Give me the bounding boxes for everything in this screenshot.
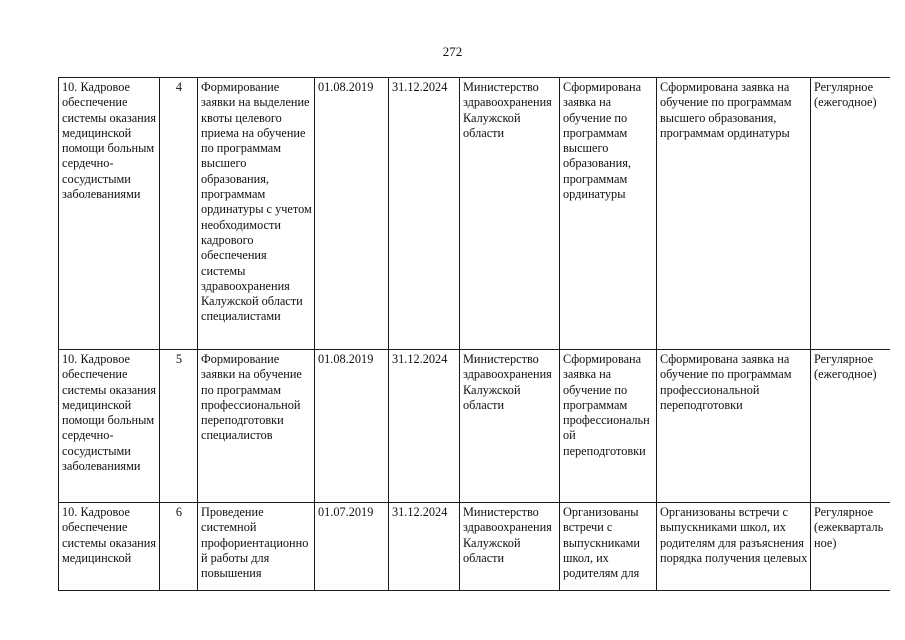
table-row xyxy=(59,350,891,503)
measure-cell: Формирование заявки на обучение по программам профессиональной переподготовки специалистов xyxy=(198,350,315,503)
responsible-cell: Министерство здравоохранения Калужской области xyxy=(460,78,560,350)
table-row xyxy=(59,503,891,592)
indicator-cell: Сформирована заявка на обучение по программам профессиональной переподготовки xyxy=(657,350,811,503)
table-row xyxy=(59,78,891,350)
end-date-cell: 31.12.2024 xyxy=(389,350,460,503)
start-date-cell: 01.08.2019 xyxy=(315,78,389,350)
responsible-cell: Министерство здравоохранения Калужской области xyxy=(460,503,560,592)
number-cell: 4 xyxy=(160,78,198,350)
page-number: 272 xyxy=(442,44,463,59)
frequency-cell: Регулярное (ежегодное) xyxy=(811,350,891,503)
indicator-cell: Сформирована заявка на обучение по программам высшего образования, программам ординатуры xyxy=(657,78,811,350)
direction-cell: 10. Кадровое обеспечение системы оказания медицинской xyxy=(59,503,160,592)
result-cell: Организованы встречи с выпускниками школ, их родителям для xyxy=(560,503,657,592)
table-bottom-border xyxy=(58,590,890,591)
start-date-cell: 01.08.2019 xyxy=(315,350,389,503)
result-cell: Сформирована заявка на обучение по программам высшего образования, программам ординатуры xyxy=(560,78,657,350)
end-date-cell: 31.12.2024 xyxy=(389,503,460,592)
frequency-cell: Регулярное (ежеквартальное) xyxy=(811,503,891,592)
direction-cell: 10. Кадровое обеспечение системы оказания медицинской помощи больным сердечно-сосудистыми заболеваниями xyxy=(59,78,160,350)
end-date-cell: 31.12.2024 xyxy=(389,78,460,350)
start-date-cell: 01.07.2019 xyxy=(315,503,389,592)
number-cell: 5 xyxy=(160,350,198,503)
measures-table xyxy=(58,77,890,591)
measure-cell: Проведение системной профориентационной работы для повышения xyxy=(198,503,315,592)
direction-cell: 10. Кадровое обеспечение системы оказания медицинской помощи больным сердечно-сосудистыми заболеваниями xyxy=(59,350,160,503)
number-cell: 6 xyxy=(160,503,198,592)
indicator-cell: Организованы встречи с выпускниками школ, их родителям для разъяснения порядка получения целевых xyxy=(657,503,811,592)
result-cell: Сформирована заявка на обучение по программам профессиональной переподготовки xyxy=(560,350,657,503)
responsible-cell: Министерство здравоохранения Калужской области xyxy=(460,350,560,503)
frequency-cell: Регулярное (ежегодное) xyxy=(811,78,891,350)
measures-table-container xyxy=(58,77,890,591)
measure-cell: Формирование заявки на выделение квоты целевого приема на обучение по программам высшего образования, программам ординатуры с учетом необходимости кадрового обеспечения системы здравоохранения Калужской области специалистами xyxy=(198,78,315,350)
